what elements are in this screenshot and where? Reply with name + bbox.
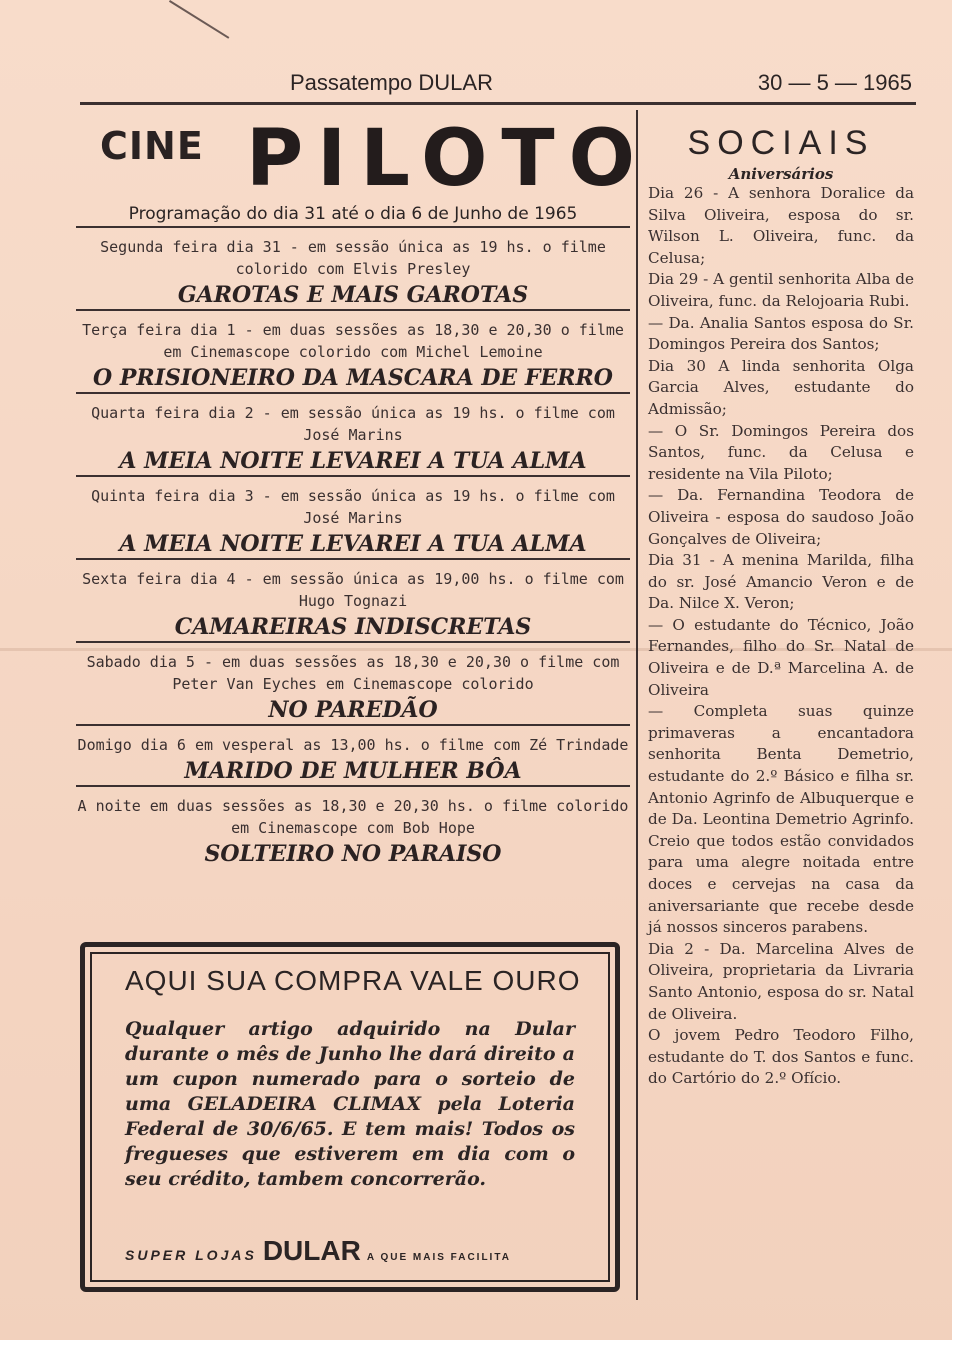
social-paragraph: Dia 29 - A gentil senhorita Alba de Oliveira, func. da Relojoaria Rubi. bbox=[648, 270, 914, 310]
corner-crease bbox=[169, 0, 229, 39]
session-description: A noite em duas sessões as 18,30 e 20,30 hs. o filme colorido em Cinemascope com Bob Hope bbox=[77, 797, 629, 837]
session-description: Quarta feira dia 2 - em sessão única as 19 hs. o filme com José Marins bbox=[91, 404, 615, 444]
birthdays-subtitle: Aniversários bbox=[728, 165, 834, 183]
schedule-entry bbox=[76, 651, 630, 726]
social-column bbox=[648, 124, 914, 1090]
session-description: Sexta feira dia 4 - em sessão única as 19,00 hs. o filme com Hugo Tognazi bbox=[82, 570, 624, 610]
film-title: SOLTEIRO NO PARAISO bbox=[204, 841, 502, 867]
advertisement-title: AQUI SUA COMPRA VALE OURO bbox=[125, 965, 581, 996]
footer-store-label: SUPER LOJAS bbox=[125, 1247, 257, 1263]
social-paragraph: Dia 26 - A senhora Doralice da Silva Oliveira, esposa do sr. Wilson L. Oliveira, func. da Celusa; bbox=[648, 184, 914, 267]
social-paragraph: O jovem Pedro Teodoro Filho, estudante do T. dos Santos e func. do Cartório do 2.º Ofício. bbox=[648, 1026, 914, 1088]
programme-heading: Programação do dia 31 até o dia 6 de Junho de 1965 bbox=[76, 204, 630, 228]
schedule-entry bbox=[76, 236, 630, 311]
social-paragraph: Dia 2 - Da. Marcelina Alves de Oliveira, proprietaria da Livraria Santo Antonio, esposa do sr. Natal de Oliveira. bbox=[648, 939, 914, 1023]
session-description: Segunda feira dia 31 - em sessão única as 19 hs. o filme colorido com Elvis Presley bbox=[100, 238, 606, 278]
social-paragraph: — O Sr. Domingos Pereira dos Santos, func. da Celusa e residente na Vila Piloto; bbox=[648, 421, 914, 483]
social-paragraph: — Da. Fernandina Teodora de Oliveira - esposa do saudoso João Gonçalves de Oliveira; bbox=[648, 486, 914, 548]
social-paragraph: — Da. Analia Santos esposa do Sr. Domingos Pereira dos Santos; bbox=[648, 313, 914, 354]
footer-brand: DULAR bbox=[262, 1235, 361, 1266]
film-title: A MEIA NOITE LEVAREI A TUA ALMA bbox=[76, 448, 630, 477]
advertisement-box bbox=[80, 942, 620, 1292]
schedule-entry bbox=[76, 734, 630, 787]
publication-date: 30 — 5 — 1965 bbox=[757, 70, 912, 95]
advertisement-body: Qualquer artigo adquirido na Dular durante o mês de Junho lhe dará direito a um cupon numerado para o sorteio de uma GELADEIRA CLIMAX pela Loteria Federal de 30/6/65. E tem mais! Todos os fregueses que estiverem em dia com o seu crédito, tambem concorrerão. bbox=[125, 1018, 575, 1190]
session-description: Sabado dia 5 - em duas sessões as 18,30 e 20,30 o filme com Peter Van Eyches em Cinemascope colorido bbox=[86, 653, 620, 693]
film-title: GAROTAS E MAIS GAROTAS bbox=[76, 282, 630, 311]
film-title: CAMAREIRAS INDISCRETAS bbox=[76, 614, 630, 643]
schedule-entry bbox=[76, 568, 630, 643]
film-title: NO PAREDÃO bbox=[76, 697, 630, 726]
schedule-entry bbox=[76, 485, 630, 560]
social-paragraph: — O estudante do Técnico, João Fernandes, filho do Sr. Natal de Oliveira e de D.ª Marcelina A. de Oliveira bbox=[648, 615, 914, 699]
film-title: MARIDO DE MULHER BÔA bbox=[76, 758, 630, 787]
schedule-entry bbox=[76, 795, 630, 868]
social-paragraph: — Completa suas quinze primaveras a encantadora senhorita Benta Demetrio, estudante do 2.º Básico e filha sr. Antonio Agrinfo de Albuquerque e de Da. Leontina Demetrio Agrinfo. Creio que todos estão convidados para uma alegre noitada entre doces e cervejas na casa da aniversariante que recebe desde já nossos sinceros parabens. bbox=[648, 702, 914, 937]
schedule-entry bbox=[76, 319, 630, 394]
film-title: A MEIA NOITE LEVAREI A TUA ALMA bbox=[76, 531, 630, 560]
session-description: Terça feira dia 1 - em duas sessões as 18,30 e 20,30 o filme em Cinemascope colorido com Michel Lemoine bbox=[82, 321, 624, 361]
schedule-entry bbox=[76, 402, 630, 477]
social-paragraph: Dia 30 A linda senhorita Olga Garcia Alves, estudante do Admissão; bbox=[648, 356, 914, 418]
advertisement-footer bbox=[125, 1235, 585, 1267]
cinema-name: PILOTO bbox=[246, 114, 649, 204]
column-divider bbox=[636, 110, 638, 1300]
social-paragraph: Dia 31 - A menina Marilda, filha do sr. José Amancio Veron e de Da. Nilce X. Veron; bbox=[648, 551, 914, 613]
cinema-column bbox=[76, 108, 649, 868]
cinema-masthead bbox=[76, 108, 649, 204]
cine-label: CINE bbox=[100, 124, 204, 168]
footer-tagline: A QUE MAIS FACILITA bbox=[366, 1252, 511, 1263]
film-title: O PRISIONEIRO DA MASCARA DE FERRO bbox=[76, 365, 630, 394]
social-section-title: SOCIAIS bbox=[687, 124, 875, 162]
publication-title: Passatempo DULAR bbox=[290, 70, 493, 95]
session-description: Quinta feira dia 3 - em sessão única as 19 hs. o filme com José Marins bbox=[91, 487, 615, 527]
page-header bbox=[80, 70, 916, 105]
session-description: Domigo dia 6 em vesperal as 13,00 hs. o filme com Zé Trindade bbox=[77, 736, 629, 754]
